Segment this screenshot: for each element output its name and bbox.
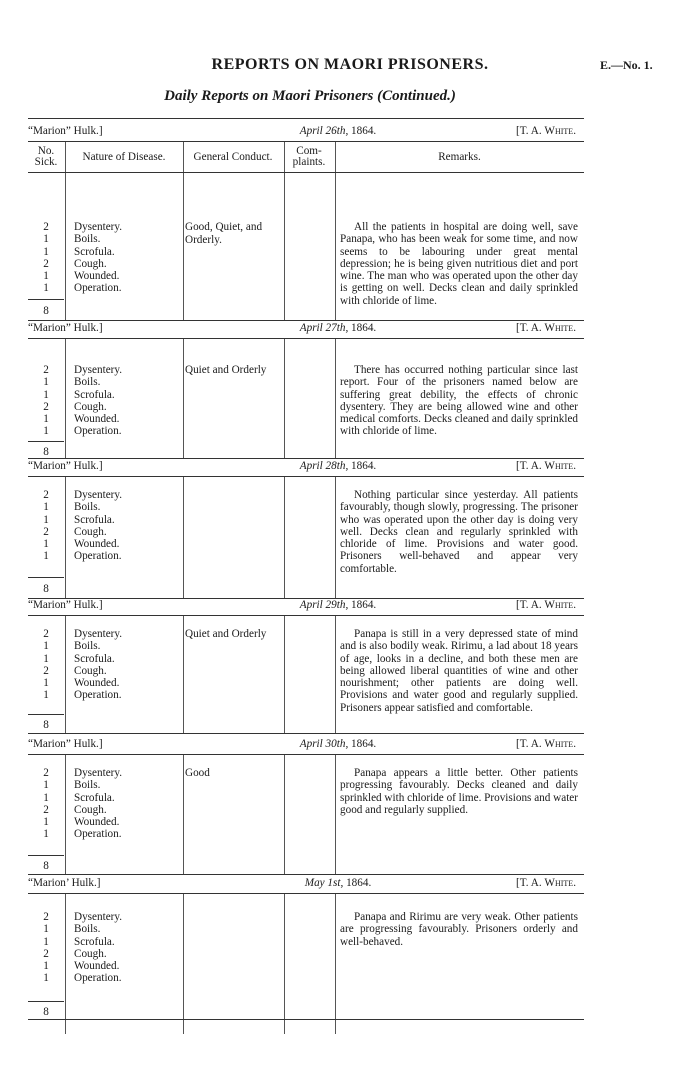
sick-total: 8 [43, 305, 49, 317]
report-date: April 30th, 1864. [299, 738, 377, 750]
sick-counts: 2 1 1 2 1 1 [43, 221, 49, 295]
remarks: Panapa is still in a very depressed state of mind and is also bodily weak. Ririmu, a lad about 18 years of age, looks in a decline, and both these men are being allowed liberal quantities of wine and other nourishment; other patients are doing well. Provisions and water good and regularly supplied. Prisoners appear satisfied and comfortable. [340, 628, 578, 714]
general-conduct: Quiet and Orderly [185, 628, 267, 640]
sick-counts: 2 1 1 2 1 1 [43, 364, 49, 438]
total-rule [28, 714, 64, 715]
report-header [28, 458, 584, 477]
disease-list: Dysentery. Boils. Scrofula. Cough. Wounded. Operation. [74, 911, 123, 985]
hulk-name: “Marion” Hulk.] [28, 738, 103, 750]
sick-counts: 2 1 1 2 1 1 [43, 489, 49, 563]
disease-list: Dysentery. Boils. Scrofula. Cough. Wounded. Operation. [74, 489, 123, 563]
report-signature: [T. A. White. [516, 599, 576, 611]
general-conduct: Good, Quiet, and Orderly. [185, 221, 263, 246]
report-header [28, 597, 584, 616]
col-remarks: Remarks. [438, 150, 481, 163]
hulk-name: “Marion” Hulk.] [28, 460, 103, 472]
total-rule [28, 577, 64, 578]
daily-report [28, 123, 584, 321]
remarks: Panapa appears a little better. Other patients progressing favourably. Decks cleaned and daily sprinkled with chloride of lime. Provisions and water good and regularly supplied. [340, 767, 579, 816]
document-reference: E.—No. 1. [600, 58, 653, 72]
sick-counts: 2 1 1 2 1 1 [43, 911, 49, 985]
daily-report [28, 320, 584, 459]
total-rule [28, 1001, 64, 1002]
page-subtitle: Daily Reports on Maori Prisoners (Continued.) [164, 88, 456, 104]
sick-total: 8 [43, 860, 49, 872]
report-signature: [T. A. White. [516, 877, 576, 889]
report-header [28, 123, 584, 142]
report-signature: [T. A. White. [516, 322, 576, 334]
hulk-name: “Marion” Hulk.] [28, 322, 103, 334]
hulk-name: “Marion” Hulk.] [28, 125, 103, 137]
report-header [28, 875, 584, 894]
report-date: May 1st, 1864. [304, 877, 372, 889]
daily-report [28, 875, 584, 1034]
report-body [28, 616, 584, 734]
report-body [28, 173, 584, 321]
report-date: April 27th, 1864. [299, 322, 377, 334]
report-bottom-rule [28, 733, 584, 734]
col-conduct: General Conduct. [193, 150, 273, 163]
sick-total: 8 [43, 446, 49, 458]
daily-report [28, 458, 584, 599]
report-bottom-rule [28, 1019, 584, 1020]
sick-total: 8 [43, 1006, 49, 1018]
total-rule [28, 441, 64, 442]
hulk-name: “Marion” Hulk.] [28, 599, 103, 611]
report-body [28, 477, 584, 599]
report-date: April 28th, 1864. [299, 460, 377, 472]
remarks: All the patients in hospital are doing well, save Panapa, who has been weak for some time, and now seems to be labouring under great mental depression; he is being given nutritious diet and port wine. The man who was operated upon the other day is getting on well. Decks clean and daily sprinkled with chloride of lime. [340, 221, 578, 307]
general-conduct: Quiet and Orderly [185, 364, 267, 376]
report-signature: [T. A. White. [516, 738, 576, 750]
report-header [28, 736, 584, 755]
report-body [28, 339, 584, 459]
report-header [28, 320, 584, 339]
report-body [28, 894, 584, 1034]
col-complaints: Com- plaints. [292, 145, 326, 168]
sick-counts: 2 1 1 2 1 1 [43, 628, 49, 702]
total-rule [28, 855, 64, 856]
column-headers [28, 142, 584, 173]
report-signature: [T. A. White. [516, 460, 576, 472]
sick-total: 8 [43, 583, 49, 595]
remarks: Panapa and Ririmu are very weak. Other patients are progressing favourably. Prisoners orderly and well-behaved. [340, 911, 578, 948]
sick-total: 8 [43, 719, 49, 731]
top-rule [28, 118, 584, 119]
daily-report [28, 736, 584, 875]
disease-list: Dysentery. Boils. Scrofula. Cough. Wounded. Operation. [74, 628, 123, 702]
report-signature: [T. A. White. [516, 125, 576, 137]
page-title: REPORTS ON MAORI PRISONERS. [211, 56, 489, 73]
hulk-name: “Marion’ Hulk.] [28, 877, 101, 889]
report-date: April 26th, 1864. [299, 125, 377, 137]
total-rule [28, 299, 64, 300]
disease-list: Dysentery. Boils. Scrofula. Cough. Wounded. Operation. [74, 767, 123, 841]
sick-counts: 2 1 1 2 1 1 [43, 767, 49, 841]
col-sick: No. Sick. [34, 145, 58, 168]
remarks: There has occurred nothing particular since last report. Four of the prisoners named below are suffering great debility, the effects of chronic dysentery. They are being allowed wine and other medical comforts. Decks cleaned and daily sprinkled with chloride of lime. [340, 364, 578, 438]
remarks: Nothing particular since yesterday. All patients favourably, though slowly, progressing. The prisoner who was operated upon the other day is doing very well. Decks clean and regularly sprinkled with chloride of lime. Provisions and water good. Prisoners well-behaved and appear very comfortable. [340, 489, 578, 575]
daily-report [28, 597, 584, 734]
col-disease: Nature of Disease. [82, 150, 166, 163]
report-body [28, 755, 584, 875]
disease-list: Dysentery. Boils. Scrofula. Cough. Wounded. Operation. [74, 364, 123, 438]
report-date: April 29th, 1864. [299, 599, 377, 611]
disease-list: Dysentery. Boils. Scrofula. Cough. Wounded. Operation. [74, 221, 123, 295]
general-conduct: Good [185, 767, 210, 779]
